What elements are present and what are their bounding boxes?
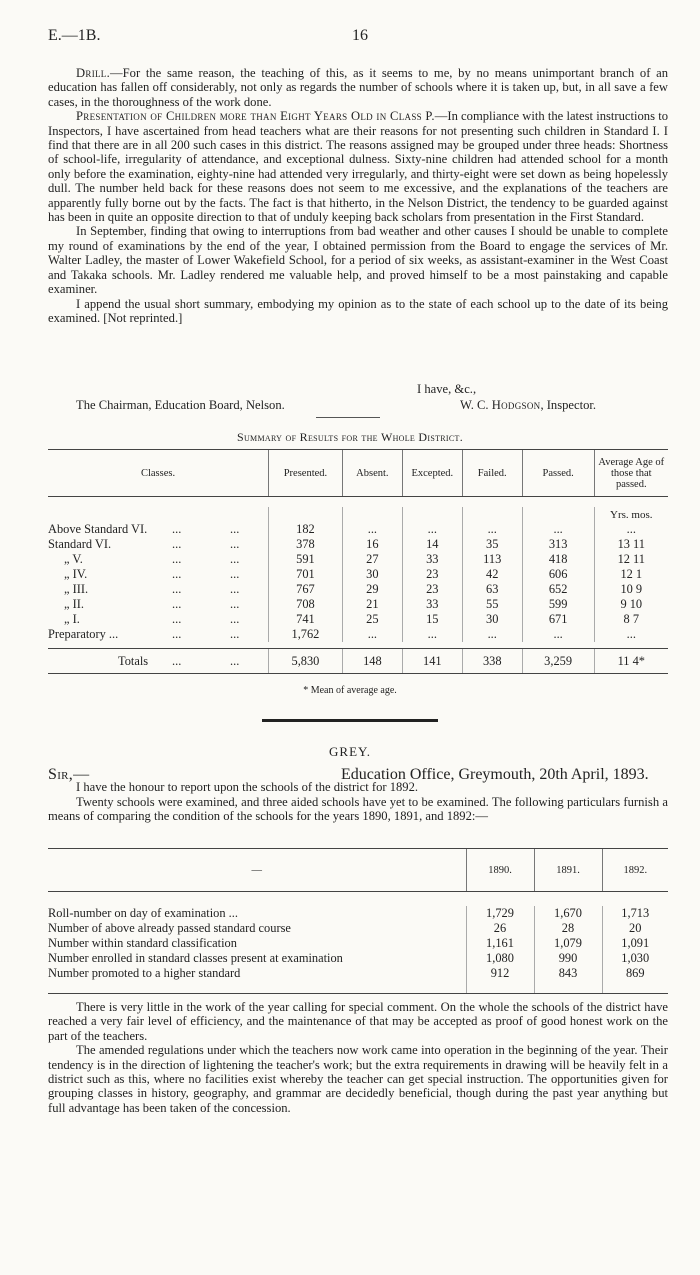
table-row: „ III. ... ... 767 29 23 63 652 10 9 bbox=[48, 582, 668, 597]
report-code: E.—1B. bbox=[48, 27, 101, 44]
salutation-line bbox=[48, 766, 668, 783]
presentation-text: —In compliance with the latest instructions to Inspectors, I have ascertained from head teachers what are their reasons for not presenting such children in Standard I. I find that there are in all 200 such cases in this district. The reasons assigned may be grouped under three heads: Shortness of school-life, irregularity of attendance, and exceptional dulness. Sixty-nine children had attended school for a month only before the examination, eighty-nine had attended very irregularly, and thirty-eight were set down as being hopelessly dull. The number held back for these reasons does not seem to me excessive, and the explanations of the teachers are apparently fully borne out by the facts. The fact is that hitherto, in the Nelson District, the tendency to be guarded against has been in quite an opposite direction to that of unduly keeping back scholars from presentation in the First Standard. bbox=[48, 109, 668, 225]
units-row bbox=[48, 507, 668, 522]
sign-off-have: I have, &c., bbox=[417, 382, 477, 396]
table-footnote: * Mean of average age. bbox=[303, 685, 397, 696]
inspector-signature: W. C. Hodgson, Inspector. bbox=[460, 398, 597, 412]
units-label: Yrs. mos. bbox=[594, 507, 668, 522]
table-row: „ I. ... ... 741 25 15 30 671 8 7 bbox=[48, 612, 668, 627]
col-header: 1891. bbox=[534, 849, 602, 892]
col-header: Presented. bbox=[269, 450, 343, 497]
table-row: Number within standard classification 1,161 1,079 1,091 bbox=[48, 936, 668, 951]
table-row: Roll-number on day of examination ... 1,729 1,670 1,713 bbox=[48, 906, 668, 921]
table-row: Number enrolled in standard classes present at examination 1,080 990 1,030 bbox=[48, 951, 668, 966]
drill-heading: Drill. bbox=[76, 66, 111, 80]
table-header-row bbox=[48, 450, 668, 497]
intro-paragraph: I have the honour to report upon the schools of the district for 1892. bbox=[76, 780, 419, 795]
addressee: The Chairman, Education Board, Nelson. bbox=[76, 398, 285, 412]
col-header: — bbox=[48, 849, 466, 892]
grey-report-body bbox=[48, 1000, 668, 1115]
table-row: „ II. ... ... 708 21 33 55 599 9 10 bbox=[48, 597, 668, 612]
table-row: „ V. ... ... 591 27 33 113 418 12 11 bbox=[48, 552, 668, 567]
summary-results-table bbox=[48, 449, 668, 674]
col-header: Passed. bbox=[522, 450, 594, 497]
drill-paragraph bbox=[48, 66, 668, 109]
regulations-paragraph: The amended regulations under which the teachers now work came into operation in the beginning of the year. Their tendency is in the direction of lightening the teacher's work; but the extra requirements in drawing will be heavily felt in a district such as this, where no facilities exist whereby the teacher can get special instruction. The opportunities given for grouping classes in history, geography, and grammar are decidedly beneficial, though during the past year anything but full advantage has been taken of the concession. bbox=[48, 1043, 668, 1115]
comment-paragraph: There is very little in the work of the year calling for special comment. On the whole the schools of the district have reached a very fair level of efficiency, and the maintenance of that may be accepted as proof of good honest work on the part of the teachers. bbox=[48, 1000, 668, 1043]
salutation: Sir,— bbox=[48, 766, 90, 783]
col-header: Excepted. bbox=[402, 450, 462, 497]
col-header: Failed. bbox=[462, 450, 522, 497]
table-row: Above Standard VI. ... ... 182 ... ... ... ... ... bbox=[48, 522, 668, 537]
drill-text: —For the same reason, the teaching of this, as it seems to me, by no means unimportant branch of an education has fallen off considerably, not only as regards the number of schools where it is taken up, but, in all save a few cases, in the thoroughness of the work done. bbox=[48, 66, 668, 109]
table-row: „ IV. ... ... 701 30 23 42 606 12 1 bbox=[48, 567, 668, 582]
summary-table-title: Summary of Results for the Whole District. bbox=[237, 430, 463, 444]
table-row: Preparatory ... ... ... 1,762 ... ... ... ... ... bbox=[48, 627, 668, 642]
col-header: 1890. bbox=[466, 849, 534, 892]
presentation-heading: Presentation of Children more than Eight Years Old in Class P. bbox=[76, 109, 435, 124]
table-row: Number promoted to a higher standard 912 843 869 bbox=[48, 966, 668, 981]
nelson-report-body bbox=[48, 66, 668, 325]
table-row: Standard VI. ... ... 378 16 14 35 313 13 11 bbox=[48, 537, 668, 552]
office-address: Education Office, Greymouth, 20th April, 1893. bbox=[341, 766, 649, 783]
yearly-comparison-table bbox=[48, 848, 668, 994]
col-header: Average Age of those that passed. bbox=[594, 450, 668, 497]
page-header bbox=[48, 27, 652, 47]
table-header-row bbox=[48, 849, 668, 892]
totals-row: Totals ... ... 5,830 148 141 338 3,259 11 4* bbox=[48, 649, 668, 674]
section-heading-grey: GREY. bbox=[329, 744, 371, 759]
presentation-paragraph bbox=[48, 109, 668, 224]
page-number: 16 bbox=[352, 27, 368, 44]
comparison-paragraph: Twenty schools were examined, and three aided schools have yet to be examined. The following particulars furnish a means of comparing the condition of the schools for the years 1890, 1891, and 1892:— bbox=[48, 794, 668, 824]
table-row: Number of above already passed standard course 26 28 20 bbox=[48, 921, 668, 936]
september-paragraph: In September, finding that owing to interruptions from bad weather and other causes I should be unable to complete my round of examinations by the end of the year, I obtained permission from the Board to engage the services of Mr. Walter Ladley, the master of Lower Wakefield School, for a period of six weeks, as assistant-examiner in the West Coast and Takaka schools. Mr. Ladley rendered me valuable help, and proved himself to be a most painstaking and capable examiner. bbox=[48, 224, 668, 297]
append-paragraph: I append the usual short summary, embodying my opinion as to the state of each school up to the date of its being examined. [Not reprinted.] bbox=[48, 296, 668, 325]
col-header: 1892. bbox=[602, 849, 668, 892]
section-divider bbox=[262, 719, 438, 722]
grey-report-intro bbox=[48, 766, 668, 824]
col-header: Absent. bbox=[342, 450, 402, 497]
divider-short bbox=[316, 417, 380, 418]
col-header: Classes. bbox=[48, 450, 269, 497]
